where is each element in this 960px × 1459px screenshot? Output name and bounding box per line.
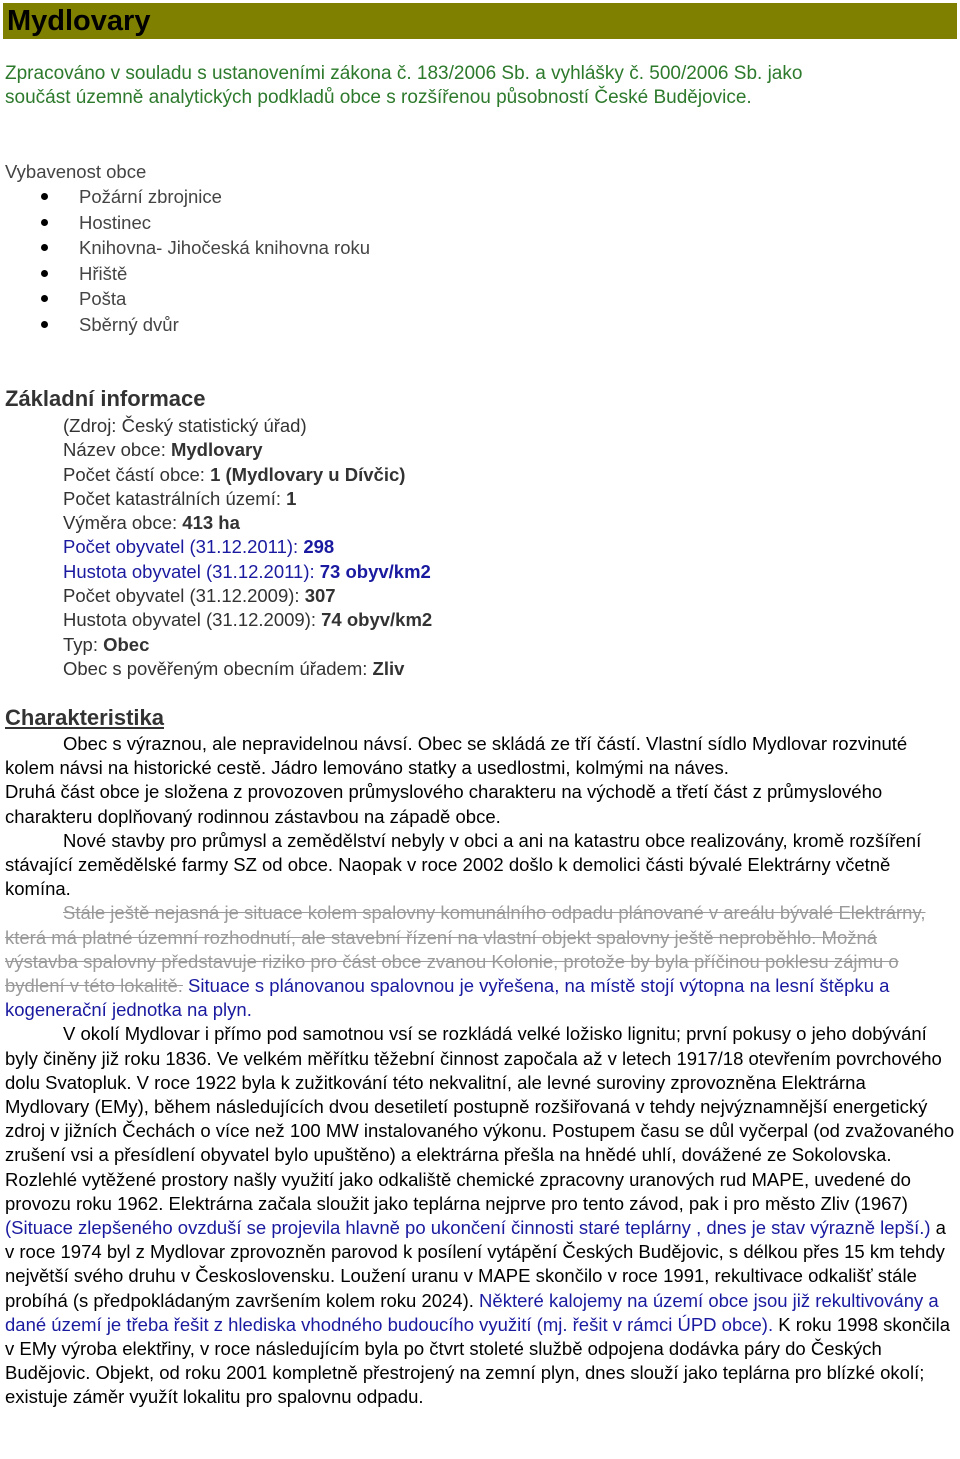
- bullet-icon: [41, 270, 48, 277]
- list-item: Hřiště: [38, 261, 370, 287]
- info-row: Počet katastrálních území: 1: [63, 487, 297, 509]
- info-row: Výměra obce: 413 ha: [63, 512, 240, 534]
- bullet-icon: [41, 244, 48, 251]
- intro-line: součást územně analytických podkladů obce s rozšířenou působností České Budějovice.: [5, 87, 752, 108]
- list-item: Požární zbrojnice: [38, 184, 370, 210]
- info-row: Název obce: Mydlovary: [63, 439, 263, 461]
- vybavenost-list: [38, 184, 370, 337]
- info-row: Typ: Obec: [63, 633, 150, 655]
- list-item: Pošta: [38, 286, 370, 312]
- paragraph: Druhá část obce je složena z provozoven průmyslového charakteru na východě a třetí část z průmyslového charakteru doplňovaný rodinnou zástavbou na západě obce.: [5, 781, 883, 827]
- charakteristika-body: [5, 732, 955, 1410]
- source-note: (Zdroj: Český statistický úřad): [63, 415, 307, 436]
- bullet-icon: [41, 321, 48, 328]
- info-row: Počet částí obce: 1 (Mydlovary u Dívčic): [63, 463, 406, 485]
- list-item: Knihovna- Jihočeská knihovna roku: [38, 235, 370, 261]
- section-heading-zakladni: Základní informace: [5, 386, 206, 411]
- update-text: Některé kalojemy na území obce jsou již rekultivovány a dané území je třeba řešit z hlediska vhodného budoucího využití (mj. řešit v rámci ÚPD obce).: [5, 1289, 939, 1335]
- list-item: Sběrný dvůr: [38, 312, 370, 338]
- bullet-icon: [41, 219, 48, 226]
- info-row: Počet obyvatel (31.12.2009): 307: [63, 585, 336, 607]
- list-item: Hostinec: [38, 210, 370, 236]
- bullet-icon: [41, 193, 48, 200]
- paragraph: [5, 901, 955, 1022]
- page-title: Mydlovary: [7, 5, 151, 37]
- struck-text: Stále ještě nejasná je situace kolem spalovny komunálního odpadu plánované v areálu bývalé Elektrárny, která má platné územní rozhodnutí, ale stavební řízení na vlastní objekt spalovny ještě neproběhlo. Možná výstavba spalovny představuje riziko pro část obce zvanou Kolonie, protože by byla příčinou poklesu zájmu o bydlení v této lokalitě.: [5, 902, 926, 997]
- info-row: Počet obyvatel (31.12.2011): 298: [63, 536, 335, 558]
- paragraph: Obec s výraznou, ale nepravidelnou návsí. Obec se skládá ze tří částí. Vlastní sídlo Mydlovar rozvinuté kolem návsi na historické cestě. Jádro lemováno statky a usedlostmi, kolmými na náves.: [5, 733, 908, 779]
- intro-text: [5, 62, 955, 110]
- bullet-icon: [41, 295, 48, 302]
- info-row: Hustota obyvatel (31.12.2009): 74 obyv/km2: [63, 609, 433, 631]
- info-row: Obec s pověřeným obecním úřadem: Zliv: [63, 657, 405, 679]
- vybavenost-heading: Vybavenost obce: [5, 161, 147, 182]
- title-bar: [3, 3, 957, 39]
- update-text: Situace s plánovanou spalovnou je vyřešena, na místě stojí výtopna na lesní štěpku a kogenerační jednotka na plyn.: [5, 975, 890, 1021]
- info-block: [63, 414, 432, 681]
- paragraph: Nové stavby pro průmysl a zemědělství nebyly v obci a ani na katastru obce realizovány, kromě rozšíření stávající zemědělské farmy SZ od obce. Naopak v roce 2002 došlo k demolici části bývalé Elektrárny včetně komína.: [5, 829, 922, 900]
- info-row: Hustota obyvatel (31.12.2011): 73 obyv/km2: [63, 560, 431, 582]
- paragraph: V okolí Mydlovar i přímo pod samotnou vsí se rozkládá velké ložisko lignitu; první pokusy o jeho dobývání byly činěny již roku 1836. Ve velkém měřítku těžební činnost započala až v letech 1917/18 otevřením povrchového dolu Svatopluk. V roce 1922 byla k zužitkování této nekvalitní, ale levné suroviny zprovozněna Elektrárna Mydlovary (EMy), během následujících dvou desetiletí postupně rozšiřovaná v tehdy nejvýznamnější energetický zdroj v jižních Čechách o více než 100 MW instalovaného výkonu. Postupem času se důl vyčerpal (od zvažovaného zrušení vsi a přesídlení obyvatel bylo upuštěno) a elektrárna přešla na hnědé uhlí, dovážené ze Sokolovska. Rozlehlé vytěžené prostory našly využití jako odkaliště chemické zpracovny uranových rud MAPE, uvedené do provozu roku 1962. Elektrárna začala sloužit jako teplárna nejprve pro tento závod, pak i pro město Zliv (1967) (Situace zlepšeného ovzduší se projevila hlavně po ukončení činnosti staré teplárny , dnes je stav výrazně lepší.) a v roce 1974 byl z Mydlovar zprovozněn parovod k posílení vytápění Českých Budějovic, s délkou přes 15 km tehdy největší svého druhu v Československu. Loužení uranu v MAPE skončilo v roce 1991, rekultivace odkališť stále probíhá (s předpokládaným završením kolem roku 2024). Některé kalojemy na území obce jsou již rekultivovány a dané území je třeba řešit z hlediska vhodného budoucího využití (mj. řešit v rámci ÚPD obce). K roku 1998 skončila v EMy výroba elektřiny, v roce následujícím byla po čtvrt stoleté službě odpojena dodávka páry do Českých Budějovic. Objekt, od roku 2001 kompletně přestrojený na zemní plyn, dnes slouží jako teplárna pro blízké okolí; existuje záměr využít lokalitu pro spalovnu odpadu.: [5, 1023, 955, 1408]
- section-heading-charakteristika: Charakteristika: [5, 705, 164, 730]
- update-text: (Situace zlepšeného ovzduší se projevila hlavně po ukončení činnosti staré teplárny , dnes je stav výrazně lepší.): [5, 1217, 931, 1239]
- intro-line: Zpracováno v souladu s ustanoveními zákona č. 183/2006 Sb. a vyhlášky č. 500/2006 Sb. jako: [5, 63, 803, 84]
